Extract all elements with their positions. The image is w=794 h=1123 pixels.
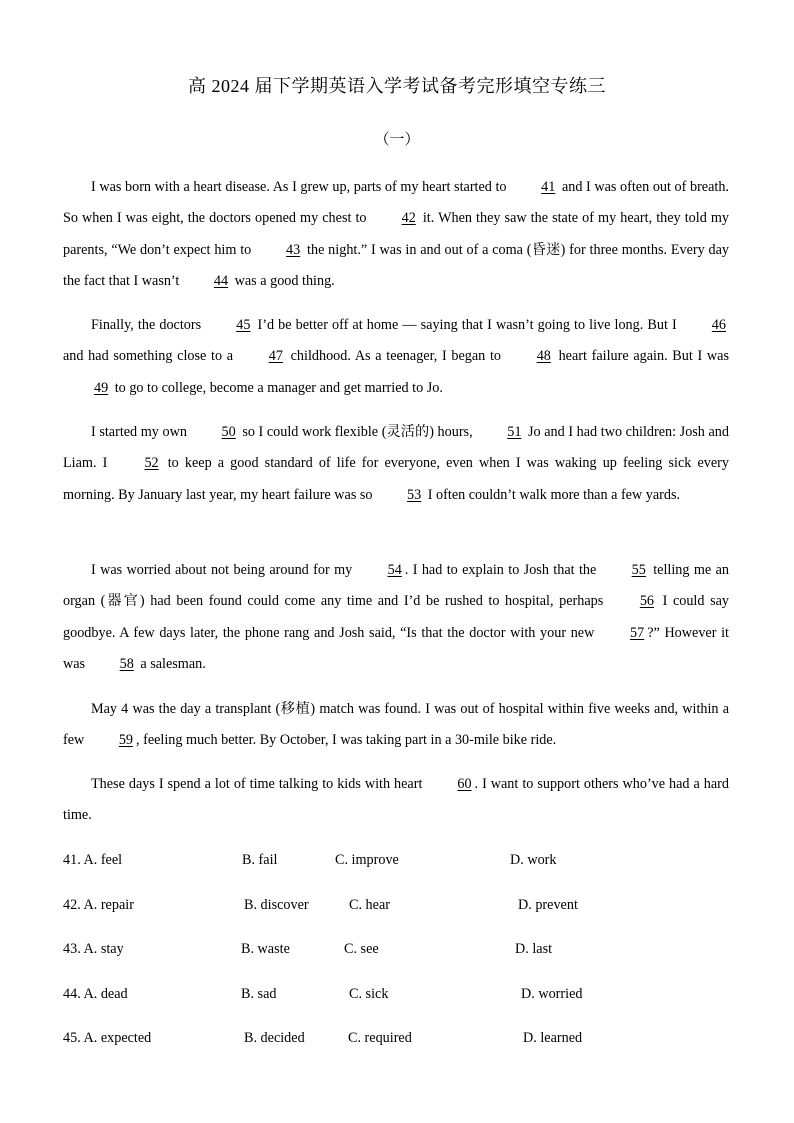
option-c: C. sick <box>349 986 389 1002</box>
blank-49: 49 <box>94 379 109 396</box>
option-a: 45. A. expected <box>63 1030 152 1046</box>
option-d: D. learned <box>523 1030 583 1046</box>
blank-53: 53 <box>407 486 422 503</box>
blank-44: 44 <box>213 272 229 289</box>
blank-54: 54 <box>387 562 402 578</box>
option-row-43 <box>63 941 729 961</box>
blank-50: 50 <box>221 424 236 440</box>
option-b: B. sad <box>241 986 277 1002</box>
passage-text: I was worried about not being around for my <box>91 562 357 578</box>
passage-text: and had something close to a <box>63 348 238 365</box>
passage-text: I started my own <box>91 424 191 440</box>
option-d: D. worried <box>521 986 583 1002</box>
option-c: C. improve <box>335 852 399 868</box>
blank-42: 42 <box>401 210 416 227</box>
passage-text: telling me an organ (器官) had been found could come any time and I’d be rushed to hospital, perhaps <box>63 562 729 610</box>
passage-text: I could say goodbye. A few days later, the phone rang and Josh said, “Is that the doctor with your new <box>63 593 729 641</box>
passage-text: I often couldn’t walk more than a few yards. <box>424 486 681 503</box>
passage-paragraph-5 <box>63 694 729 757</box>
passage-paragraph-1 <box>63 172 729 297</box>
blank-41: 41 <box>541 179 556 195</box>
passage-text: it. When they saw the state of my heart, they told my parents, “We don’t expect him to <box>63 210 729 258</box>
passage-text: I was born with a heart disease. As I grew up, parts of my heart started to <box>91 179 511 195</box>
blank-60: 60 <box>457 776 472 792</box>
blank-59: 59 <box>118 732 134 749</box>
option-c: C. see <box>344 941 379 957</box>
option-d: D. work <box>510 852 557 868</box>
option-c: C. hear <box>349 897 390 913</box>
blank-43: 43 <box>286 241 301 258</box>
blank-46: 46 <box>711 317 726 333</box>
passage-text: . I want to support others who’ve had a hard time. <box>63 776 729 824</box>
option-b: B. discover <box>244 897 309 913</box>
option-a: 41. A. feel <box>63 852 123 868</box>
blank-55: 55 <box>631 562 646 578</box>
passage-text: . I had to explain to Josh that the <box>404 562 601 578</box>
option-a: 43. A. stay <box>63 941 124 957</box>
option-b: B. fail <box>242 852 278 868</box>
passage-text: Finally, the doctors <box>91 317 206 333</box>
option-row-42 <box>63 897 729 917</box>
page-title: 高 2024 届下学期英语入学考试备考完形填空专练三 <box>188 76 606 96</box>
passage-text: ?” However it was <box>63 624 729 672</box>
blank-48: 48 <box>536 348 551 365</box>
passage-text: May 4 was the day a transplant (移植) match was found. I was out of hospital within five weeks and, within a few <box>63 701 729 749</box>
blank-57: 57 <box>630 624 645 641</box>
passage-paragraph-2 <box>63 310 729 404</box>
option-row-45 <box>63 1030 729 1050</box>
option-c: C. required <box>348 1030 412 1046</box>
blank-52: 52 <box>144 455 159 472</box>
option-d: D. last <box>515 941 553 957</box>
passage-text: to keep a good standard of life for everyone, even when I was waking up feeling sick every morning. By January last year, my heart failure was so <box>63 455 729 503</box>
passage-text: Jo and I had two children: Josh and Liam. I <box>63 424 729 472</box>
passage-paragraph-6 <box>63 769 729 832</box>
option-a: 44. A. dead <box>63 986 128 1002</box>
blank-51: 51 <box>507 424 522 440</box>
passage-paragraph-3 <box>63 417 729 511</box>
passage-text: the night.” I was in and out of a coma (昏迷) for three months. Every day the fact that I wasn’t <box>63 241 729 289</box>
passage-text: and I was often out of breath. So when I was eight, the doctors opened my chest to <box>63 179 729 227</box>
passage-text: was a good thing. <box>231 272 335 289</box>
passage-text: , feeling much better. By October, I was taking part in a 30-mile bike ride. <box>136 732 557 749</box>
blank-47: 47 <box>268 348 283 365</box>
passage-text: heart failure again. But I was <box>553 348 729 365</box>
option-row-41 <box>63 852 729 872</box>
passage-text: childhood. As a teenager, I began to <box>285 348 506 365</box>
option-b: B. decided <box>244 1030 305 1046</box>
option-b: B. waste <box>241 941 290 957</box>
passage-text: so I could work flexible (灵活的) hours, <box>238 424 477 440</box>
passage-paragraph-4 <box>63 555 729 680</box>
blank-45: 45 <box>236 317 251 333</box>
option-a: 42. A. repair <box>63 897 134 913</box>
passage-text: These days I spend a lot of time talking to kids with heart <box>91 776 427 792</box>
passage-text: a salesman. <box>136 655 206 672</box>
passage-text: I’d be better off at home — saying that I wasn’t going to live long. But I <box>253 317 681 333</box>
blank-56: 56 <box>639 593 655 610</box>
section-heading: （一） <box>374 132 420 148</box>
blank-58: 58 <box>119 655 134 672</box>
option-row-44 <box>63 986 729 1006</box>
passage-text: to go to college, become a manager and get married to Jo. <box>111 379 443 396</box>
option-d: D. prevent <box>518 897 578 913</box>
